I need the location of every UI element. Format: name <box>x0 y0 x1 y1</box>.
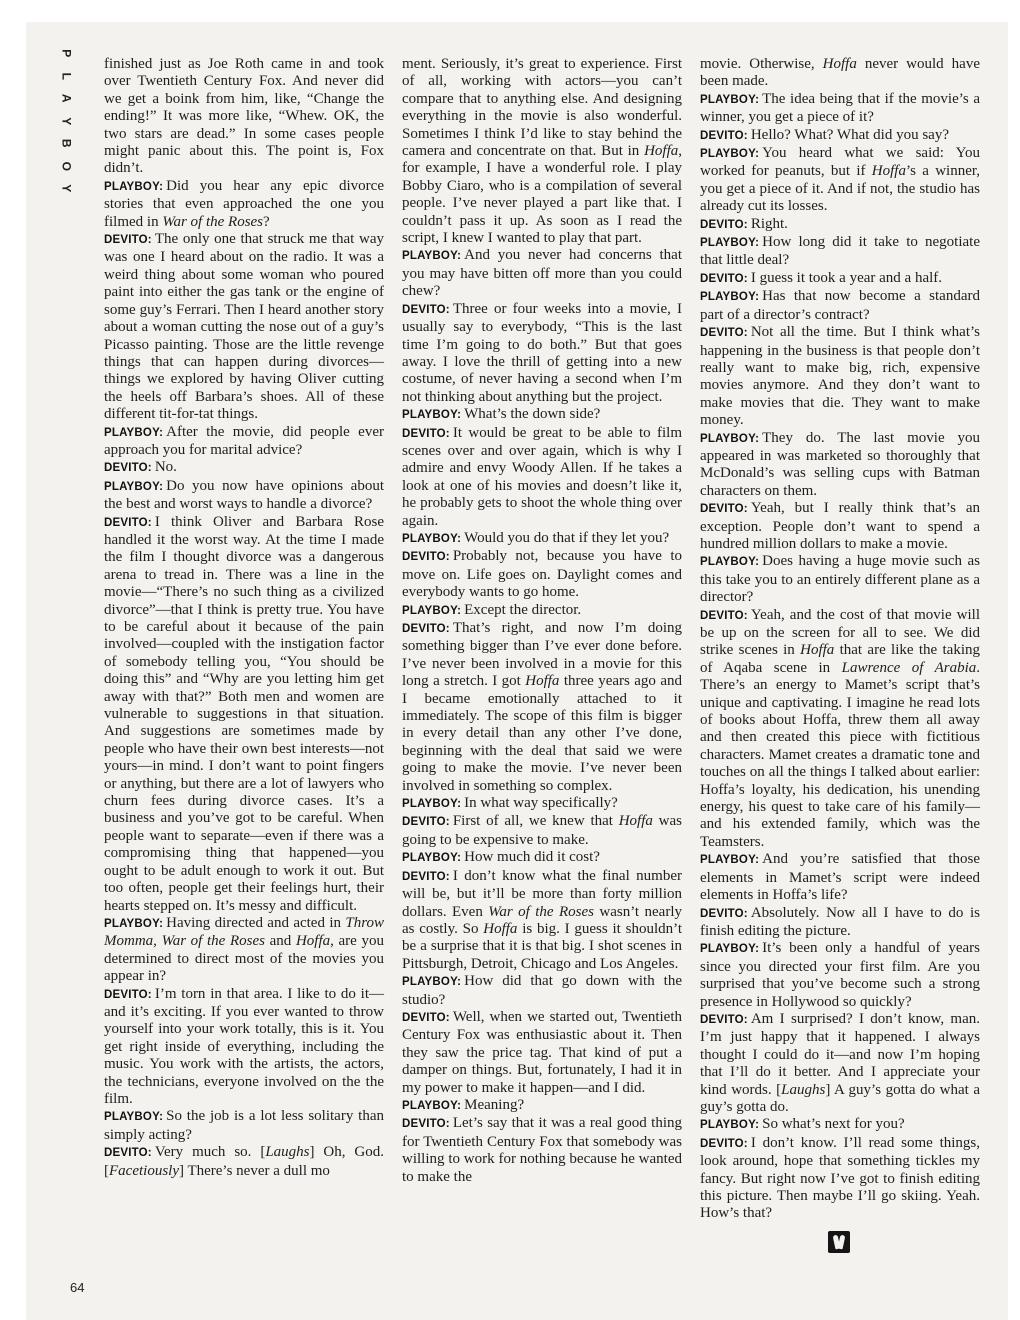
paragraph-text: Yeah, but I really think that’s an exception. People don’t want to spend a hundred million dollars to make a movie. <box>700 500 980 552</box>
speaker-label: DEVITO: <box>104 988 152 1001</box>
interview-paragraph <box>104 1108 384 1144</box>
speaker-label: DEVITO: <box>402 303 450 316</box>
paragraph-text: Yeah, and the cost of that movie will be up on the screen for all to see. We did strike scenes in Hoffa that are like the taking of Aqaba scene in Lawrence of Arabia. There’s an energy to Mamet’s script that’s unique and captivating. I imagine he read lots of books about Hoffa, threw them all away and then created this piece with fictitious characters. Mamet creates a dramatic tone and touches on all the things I talked about earlier: Hoffa’s loyalty, his dedication, his unending energy, his quest to take care of his family—and his extended family, which was the Teamsters. <box>700 606 980 850</box>
paragraph-text: So what’s next for you? <box>762 1116 905 1133</box>
interview-paragraph <box>402 1009 682 1097</box>
speaker-label: PLAYBOY: <box>104 426 164 439</box>
interview-paragraph <box>104 231 384 423</box>
paragraph-text: How did that go down with the studio? <box>402 973 682 1008</box>
interview-paragraph <box>402 813 682 849</box>
interview-paragraph <box>402 620 682 795</box>
paragraph-text: Hello? What? What did you say? <box>750 126 949 143</box>
interview-paragraph <box>700 270 980 288</box>
running-head-letter: L <box>59 72 74 80</box>
interview-paragraph <box>104 1144 384 1180</box>
paragraph-text: Three or four weeks into a movie, I usually say to everybody, “This is the last time I’m going to do both.” But that goes away. I love the thrill of getting into a new costume, of never having a second when I’m not thinking about anything but the project. <box>402 300 682 405</box>
interview-paragraph <box>402 849 682 867</box>
interview-paragraph <box>700 216 980 234</box>
speaker-label: PLAYBOY: <box>402 976 462 989</box>
interview-paragraph <box>700 288 980 324</box>
speaker-label: PLAYBOY: <box>700 148 760 161</box>
interview-paragraph <box>402 56 682 247</box>
paragraph-text: I guess it took a year and a half. <box>750 269 943 286</box>
speaker-label: PLAYBOY: <box>700 93 760 106</box>
interview-paragraph <box>402 406 682 424</box>
running-head <box>54 42 78 200</box>
magazine-page <box>26 22 1008 1320</box>
interview-paragraph <box>700 905 980 941</box>
speaker-label: DEVITO: <box>402 551 450 564</box>
interview-paragraph <box>700 56 980 91</box>
speaker-label: PLAYBOY: <box>104 917 164 930</box>
paragraph-text: Very much so. [Laughs] Oh, God. [Facetiously] There’s never a dull mo <box>104 1144 384 1179</box>
paragraph-text: And you’re satisfied that those elements in Mamet’s script were indeed elements in Hoffa’s life? <box>700 851 980 904</box>
paragraph-text: I think Oliver and Barbara Rose handled it the worst way. At the time I made the film I thought divorce was a dangerous arena to tread in. There was a line in the movie—“There’s no such thing as a civilized divorce”—that I think is pretty true. You have to be careful about it because of the pain involved—coupled with the instigation factor of somebody telling you, “You should be doing this” and “Why are you letting him get away with that?” Both men and women are vulnerable to suggestions in that situation. And suggestions are sometimes made by people who have their own best interests—not yours—in mind. I don’t want to point fingers or anything, but there are a lot of lawyers who churn fees during divorce cases. It’s a business and you’ve got to be careful. When people want to separate—even if there was a compromising thing that happened—you ought to be adult enough to work it out. But too often, people get their feelings hurt, their hearts stepped on. It’s messy and difficult. <box>104 513 384 914</box>
speaker-label: DEVITO: <box>104 1147 152 1160</box>
speaker-label: DEVITO: <box>700 609 748 622</box>
paragraph-text: You heard what we said: You worked for peanuts, but if Hoffa’s a winner, you get a piece of it. And if not, the studio has already cut its losses. <box>700 145 980 215</box>
interview-paragraph <box>402 1097 682 1115</box>
running-head-letter: O <box>59 161 74 171</box>
interview-paragraph <box>104 56 384 178</box>
speaker-label: DEVITO: <box>402 623 450 635</box>
paragraph-text: Probably not, because you have to move on. Life goes on. Daylight comes and everybody wants to go home. <box>402 548 682 601</box>
running-head-letter: Y <box>59 116 74 125</box>
interview-paragraph <box>402 247 682 300</box>
speaker-label: DEVITO: <box>402 1118 450 1131</box>
interview-paragraph <box>104 459 384 477</box>
speaker-label: DEVITO: <box>700 907 748 920</box>
interview-paragraph <box>700 145 980 216</box>
speaker-label: PLAYBOY: <box>402 604 462 617</box>
paragraph-text: Right. <box>750 215 788 232</box>
speaker-label: DEVITO: <box>104 234 152 247</box>
running-head-letter: B <box>59 138 74 148</box>
interview-paragraph <box>700 940 980 1011</box>
speaker-label: PLAYBOY: <box>402 409 462 422</box>
speaker-label: PLAYBOY: <box>402 798 462 811</box>
interview-paragraph <box>700 851 980 904</box>
interview-paragraph <box>104 915 384 986</box>
speaker-label: DEVITO: <box>700 1137 748 1150</box>
page-number: 64 <box>70 1280 85 1295</box>
interview-paragraph <box>700 430 980 501</box>
paragraph-text: How much did it cost? <box>464 849 600 866</box>
paragraph-text: And you never had concerns that you may have bitten off more than you could chew? <box>402 247 682 300</box>
paragraph-text: Did you hear any epic divorce stories that even approached the one you filmed in War of the Roses? <box>104 177 384 230</box>
interview-paragraph <box>700 500 980 553</box>
interview-paragraph <box>700 553 980 606</box>
paragraph-text: Well, when we started out, Twentieth Century Fox was enthusiastic about it. Then they saw the price tag. That kind of put a damper on things. But, fortunately, I had it in my power to make it happen—and I did. <box>402 1008 682 1096</box>
text-column-2 <box>402 56 682 1186</box>
speaker-label: PLAYBOY: <box>104 180 164 193</box>
interview-paragraph <box>700 127 980 145</box>
paragraph-text: Would you do that if they let you? <box>464 529 670 546</box>
paragraph-text: Meaning? <box>464 1096 525 1113</box>
paragraph-text: In what way specifically? <box>464 795 618 812</box>
speaker-label: PLAYBOY: <box>402 1099 462 1112</box>
paragraph-text: Do you now have opinions about the best and worst ways to handle a divorce? <box>104 477 384 513</box>
paragraph-text: I don’t know. I’ll read some things, look around, hope that something tickles my fancy. But right now I’ve got to finish editing this picture. Then maybe I’ll go skiing. Yeah. How’s that? <box>700 1134 980 1222</box>
paragraph-text: The idea being that if the movie’s a winner, you get a piece of it? <box>700 90 980 126</box>
text-column-3 <box>700 56 980 1253</box>
interview-paragraph <box>402 425 682 530</box>
paragraph-text: Let’s say that it was a real good thing for Twentieth Century Fox that somebody was willing to work for nothing because he wanted to make the <box>402 1115 682 1185</box>
paragraph-text: It would be great to be able to film scenes over and over again, which is why I admire and envy Woody Allen. If he takes a look at one of his movies and doesn’t like it, he probably gets to shoot the whole thing over again. <box>402 424 682 529</box>
interview-paragraph <box>104 986 384 1109</box>
paragraph-text: The only one that struck me that way was one I heard about on the radio. It was a weird thing about some woman who poured paint into either the gas tank or the engine of some guy’s Ferrari. Then I heard another story about a woman cutting the nose out of a guy’s Picasso painting. Those are the little revenge things that can happen during divorces—things we explored by having Oliver cutting the heels off Barbara’s shoes. All of these different tit-for-tat things. <box>104 231 384 423</box>
interview-paragraph <box>402 795 682 813</box>
speaker-label: DEVITO: <box>700 327 748 340</box>
interview-paragraph <box>104 514 384 915</box>
paragraph-text: I don’t know what the final number will be, but it’ll be more than forty million dollars. Even War of the Roses wasn’t nearly as costly. So Hoffa is big. I guess it shouldn’t be a surprise that it is that big. I shot scenes in Pittsburgh, Detroit, Chicago and Los Angeles. <box>402 867 682 972</box>
speaker-label: DEVITO: <box>700 129 748 142</box>
speaker-label: DEVITO: <box>402 427 450 440</box>
paragraph-text: ment. Seriously, it’s great to experience. First of all, working with actors—you can’t compare that to anything else. And designing everything in the movie is also wonderful. Sometimes I think I’d like to stay behind the camera and concentrate on that. But in Hoffa, for example, I have a wonderful role. I play Bobby Ciaro, who is a compilation of several people. I’ve never played a part like that. I couldn’t pass it up. As soon as I read the script, I knew I wanted to play that part. <box>402 56 682 247</box>
interview-paragraph <box>402 301 682 406</box>
interview-paragraph <box>700 324 980 429</box>
speaker-label: PLAYBOY: <box>700 432 760 445</box>
speaker-label: PLAYBOY: <box>700 854 760 867</box>
speaker-label: PLAYBOY: <box>700 1119 760 1132</box>
paragraph-text: Not all the time. But I think what’s happening in the business is that people don’t really want to make big, rich, expensive movies anymore. And they don’t want to make movies that die. They want to make money. <box>700 324 980 429</box>
paragraph-text: Absolutely. Now all I have to do is finish editing the picture. <box>700 904 980 939</box>
running-head-letter: Y <box>59 184 74 193</box>
speaker-label: PLAYBOY: <box>104 1111 164 1124</box>
paragraph-text: It’s been only a handful of years since you directed your first film. Are you surprised that you’ve become such a strong presence in Hollywood so quickly? <box>700 940 980 1010</box>
interview-paragraph <box>402 1115 682 1186</box>
interview-paragraph <box>104 178 384 231</box>
paragraph-text: finished just as Joe Roth came in and took over Twentieth Century Fox. And never did we get a boink from him, like, “Change the ending!” It was more like, “Whew. OK, the two stars are dead.” In some cases people might panic about this. The point is, Fox didn’t. <box>104 56 384 177</box>
speaker-label: PLAYBOY: <box>700 556 760 569</box>
interview-paragraph <box>700 607 980 852</box>
speaker-label: DEVITO: <box>700 1013 748 1026</box>
interview-paragraph <box>402 602 682 620</box>
speaker-label: PLAYBOY: <box>402 532 462 545</box>
speaker-label: DEVITO: <box>700 503 748 516</box>
speaker-label: DEVITO: <box>104 462 152 475</box>
speaker-label: PLAYBOY: <box>700 943 760 956</box>
interview-paragraph <box>104 424 384 460</box>
paragraph-text: First of all, we knew that Hoffa was going to be expensive to make. <box>402 813 682 848</box>
rabbit-head-end-mark-icon <box>828 1231 850 1253</box>
paragraph-text: So the job is a lot less solitary than simply acting? <box>104 1108 384 1143</box>
speaker-label: DEVITO: <box>700 272 748 285</box>
running-head-letter: A <box>59 93 74 103</box>
running-head-letter: P <box>59 49 74 58</box>
interview-paragraph <box>700 234 980 270</box>
speaker-label: DEVITO: <box>104 516 152 529</box>
speaker-label: PLAYBOY: <box>700 237 760 250</box>
interview-paragraph <box>700 1135 980 1223</box>
interview-paragraph <box>700 1011 980 1116</box>
interview-paragraph <box>402 973 682 1009</box>
paragraph-text: How long did it take to negotiate that little deal? <box>700 234 980 269</box>
speaker-label: PLAYBOY: <box>104 480 164 493</box>
interview-paragraph <box>402 530 682 548</box>
paragraph-text: movie. Otherwise, Hoffa never would have been made. <box>700 56 980 90</box>
interview-paragraph <box>402 868 682 973</box>
paragraph-text: I’m torn in that area. I like to do it—and it’s exciting. If you ever wanted to throw yourself into your work totally, this is it. You get right inside of everything, including the music. You work with the artists, the actors, the technicians, everyone involved on the the film. <box>104 985 384 1107</box>
speaker-label: DEVITO: <box>402 816 450 829</box>
paragraph-text: After the movie, did people ever approach you for marital advice? <box>104 423 384 458</box>
paragraph-text: Has that now become a standard part of a director’s contract? <box>700 288 980 323</box>
interview-paragraph <box>700 1116 980 1134</box>
speaker-label: DEVITO: <box>402 1011 450 1024</box>
speaker-label: PLAYBOY: <box>700 291 760 304</box>
speaker-label: PLAYBOY: <box>402 852 462 865</box>
interview-paragraph <box>104 478 384 514</box>
paragraph-text: Does having a huge movie such as this take you to an entirely different plane as a director? <box>700 553 980 606</box>
paragraph-text: No. <box>154 459 177 476</box>
paragraph-text: Except the director. <box>464 601 582 618</box>
interview-paragraph <box>402 548 682 601</box>
speaker-label: PLAYBOY: <box>402 250 462 263</box>
paragraph-text: That’s right, and now I’m doing something bigger than I’ve ever done before. I’ve never been involved in a movie for this long a stretch. I got Hoffa three years ago and I became emotionally attached to it immediately. The scope of this film is bigger in every detail than any other I’ve done, beginning with the deal that said we were going to make the movie. I’ve never been involved in something so complex. <box>402 620 682 794</box>
text-column-1 <box>104 56 384 1180</box>
interview-paragraph <box>700 91 980 127</box>
paragraph-text: They do. The last movie you appeared in was marketed so thoroughly that McDonald’s was selling cups with Batman characters on them. <box>700 429 980 499</box>
paragraph-text: Having directed and acted in Throw Momma, War of the Roses and Hoffa, are you determined to direct most of the movies you appear in? <box>104 914 384 985</box>
speaker-label: DEVITO: <box>402 870 450 883</box>
paragraph-text: Am I surprised? I don’t know, man. I’m just happy that it happened. I always thought I could do it—and now I’m hoping that I’ll do it better. And I appreciate your kind words. [Laughs] A guy’s gotta do what a guy’s gotta do. <box>700 1010 980 1115</box>
paragraph-text: What’s the down side? <box>464 406 601 423</box>
speaker-label: DEVITO: <box>700 218 748 231</box>
